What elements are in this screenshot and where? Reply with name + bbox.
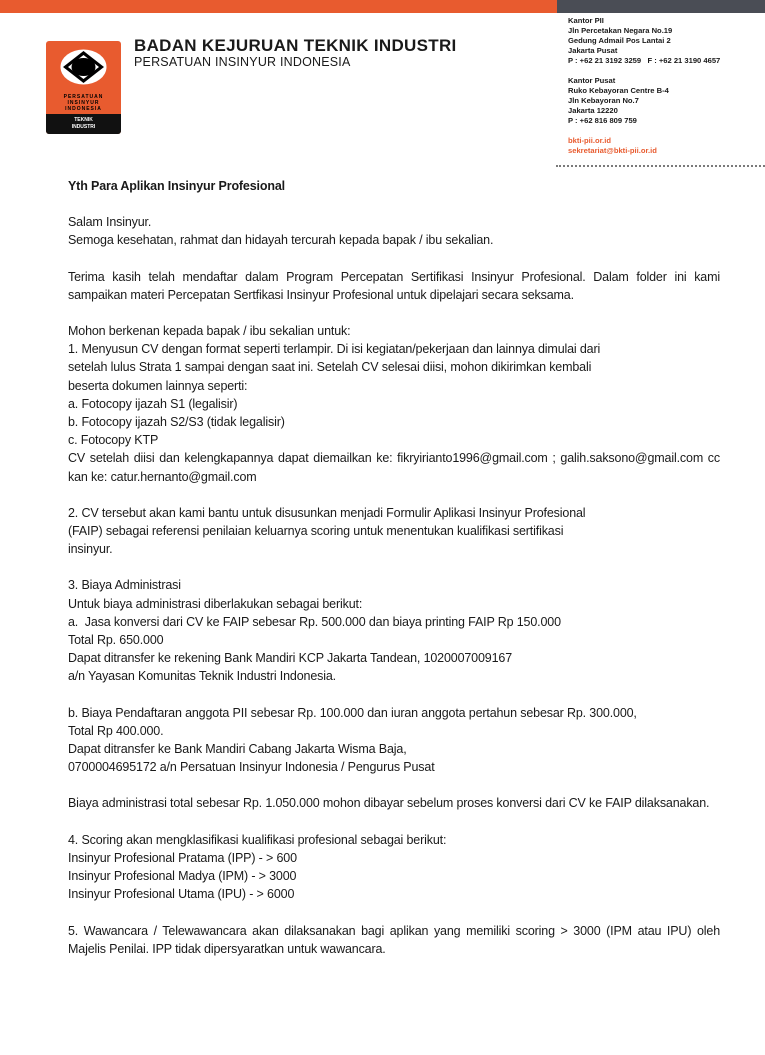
contact-line: Jakarta Pusat (568, 46, 618, 55)
pii-diamond-emblem-icon (60, 49, 107, 85)
contact-line: Kantor PII (568, 16, 604, 25)
letter-body (68, 177, 720, 958)
item3b-total: Total Rp 400.000. (68, 723, 164, 738)
dotted-divider (556, 165, 765, 167)
item3b-fee: b. Biaya Pendaftaran anggota PII sebesar Rp. 100.000 dan iuran anggota pertahun sebesar Rp. 300.000, (68, 705, 637, 720)
header-bar-orange (0, 0, 557, 13)
logo-text-line: INDONESIA (65, 106, 102, 112)
item3a-account-name: a/n Yayasan Komunitas Teknik Industri Indonesia. (68, 669, 336, 684)
item3-line: Untuk biaya administrasi diberlakukan sebagai berikut: (68, 596, 363, 611)
item4-level-ipm: Insinyur Profesional Madya (IPM) - > 3000 (68, 869, 297, 884)
item5-interview: 5. Wawancara / Telewawancara akan dilaksanakan bagi aplikan yang memiliki scoring > 3000 (IPM atau IPU) oleh Majelis Penilai. IPP tidak dipersyaratkan untuk wawancara. (68, 923, 720, 956)
logo-band-line: TEKNIK (74, 117, 93, 123)
item1-document-a: a. Fotocopy ijazah S1 (legalisir) (68, 396, 238, 411)
item3a-fee: a. Jasa konversi dari CV ke FAIP sebesar Rp. 500.000 dan biaya printing FAIP Rp 150.000 (68, 614, 561, 629)
contact-phone-fax: P : +62 21 3192 3259 F : +62 21 3190 4657 (568, 56, 721, 65)
office-pusat-address (568, 76, 720, 126)
wish: Semoga kesehatan, rahmat dan hidayah tercurah kepada bapak / ibu sekalian. (68, 233, 494, 248)
item4-heading: 4. Scoring akan mengklasifikasi kualifikasi profesional sebagai berikut: (68, 832, 447, 847)
logo-band-line: INDUSTRI (71, 124, 96, 130)
item3a-total: Total Rp. 650.000 (68, 633, 164, 648)
item3-heading: 3. Biaya Administrasi (68, 578, 181, 593)
item1-line: 1. Menyusun CV dengan format seperti terlampir. Di isi kegiatan/pekerjaan dan lainnya dimulai dari (68, 342, 601, 357)
item3b-bank: Dapat ditransfer ke Bank Mandiri Cabang Jakarta Wisma Baja, (68, 742, 407, 757)
item3b-account: 0700004695172 a/n Persatuan Insinyur Indonesia / Pengurus Pusat (68, 760, 435, 775)
item1-line: beserta dokumen lainnya seperti: (68, 378, 248, 393)
contact-line: Gedung Admail Pos Lantai 2 (568, 36, 671, 45)
logo-text-line: INSINYUR (67, 100, 100, 106)
greeting: Salam Insinyur. (68, 215, 152, 230)
intro-paragraph: Terima kasih telah mendaftar dalam Program Percepatan Sertifikasi Insinyur Profesional. Dalam folder ini kami sampaikan materi Percepatan Sertfikasi Insinyur Profesional untuk dipelajari secara seksama. (68, 269, 720, 302)
item1-email-instructions: CV setelah diisi dan kelengkapannya dapat diemailkan ke: fikryirianto1996@gmail.com ; galih.saksono@gmail.com cc kan ke: catur.hernanto@gmail.com (68, 451, 720, 484)
request-intro: Mohon berkenan kepada bapak / ibu sekalian untuk: (68, 324, 351, 339)
logo-text (46, 94, 121, 112)
item2-line: 2. CV tersebut akan kami bantu untuk disusunkan menjadi Formulir Aplikasi Insinyur Profesional (68, 505, 586, 520)
item3-grand-total: Biaya administrasi total sebesar Rp. 1.050.000 mohon dibayar sebelum proses konversi dari CV ke FAIP dilaksanakan. (68, 796, 710, 811)
item1-document-c: c. Fotocopy KTP (68, 433, 159, 448)
office-pii-address (568, 16, 720, 66)
item2-line: (FAIP) sebagai referensi penilaian keluarnya scoring untuk menentukan kualifikasi sertifikasi (68, 524, 564, 539)
item2-line: insinyur. (68, 542, 113, 557)
header-bar-gray (557, 0, 765, 13)
contact-line: Jln Percetakan Negara No.19 (568, 26, 673, 35)
email-link[interactable]: sekretariat@bkti-pii.or.id (568, 146, 657, 155)
item1-document-b: b. Fotocopy ijazah S2/S3 (tidak legalisir) (68, 415, 285, 430)
item4-level-ipu: Insinyur Profesional Utama (IPU) - > 6000 (68, 887, 295, 902)
contact-info (568, 16, 720, 156)
website-link[interactable]: bkti-pii.or.id (568, 136, 612, 145)
item1-line: setelah lulus Strata 1 sampai dengan saat ini. Setelah CV selesai diisi, mohon dikirimkan kembali (68, 360, 592, 375)
organization-name: BADAN KEJURUAN TEKNIK INDUSTRI (134, 36, 457, 55)
contact-line: Jln Kebayoran No.7 (568, 96, 639, 105)
contact-line: Kantor Pusat (568, 76, 616, 85)
logo-text-line: PERSATUAN (63, 94, 104, 100)
item3a-bank: Dapat ditransfer ke rekening Bank Mandiri KCP Jakarta Tandean, 1020007009167 (68, 651, 512, 666)
header-color-bar (0, 0, 765, 13)
organization-logo (46, 41, 121, 134)
organization-subtitle: PERSATUAN INSINYUR INDONESIA (134, 55, 351, 69)
contact-line: Jakarta 12220 (568, 106, 618, 115)
logo-band (46, 114, 121, 134)
item4-level-ipp: Insinyur Profesional Pratama (IPP) - > 600 (68, 850, 297, 865)
contact-line: Ruko Kebayoran Centre B-4 (568, 86, 669, 95)
contact-phone: P : +62 816 809 759 (568, 116, 637, 125)
salutation: Yth Para Aplikan Insinyur Profesional (68, 179, 285, 193)
